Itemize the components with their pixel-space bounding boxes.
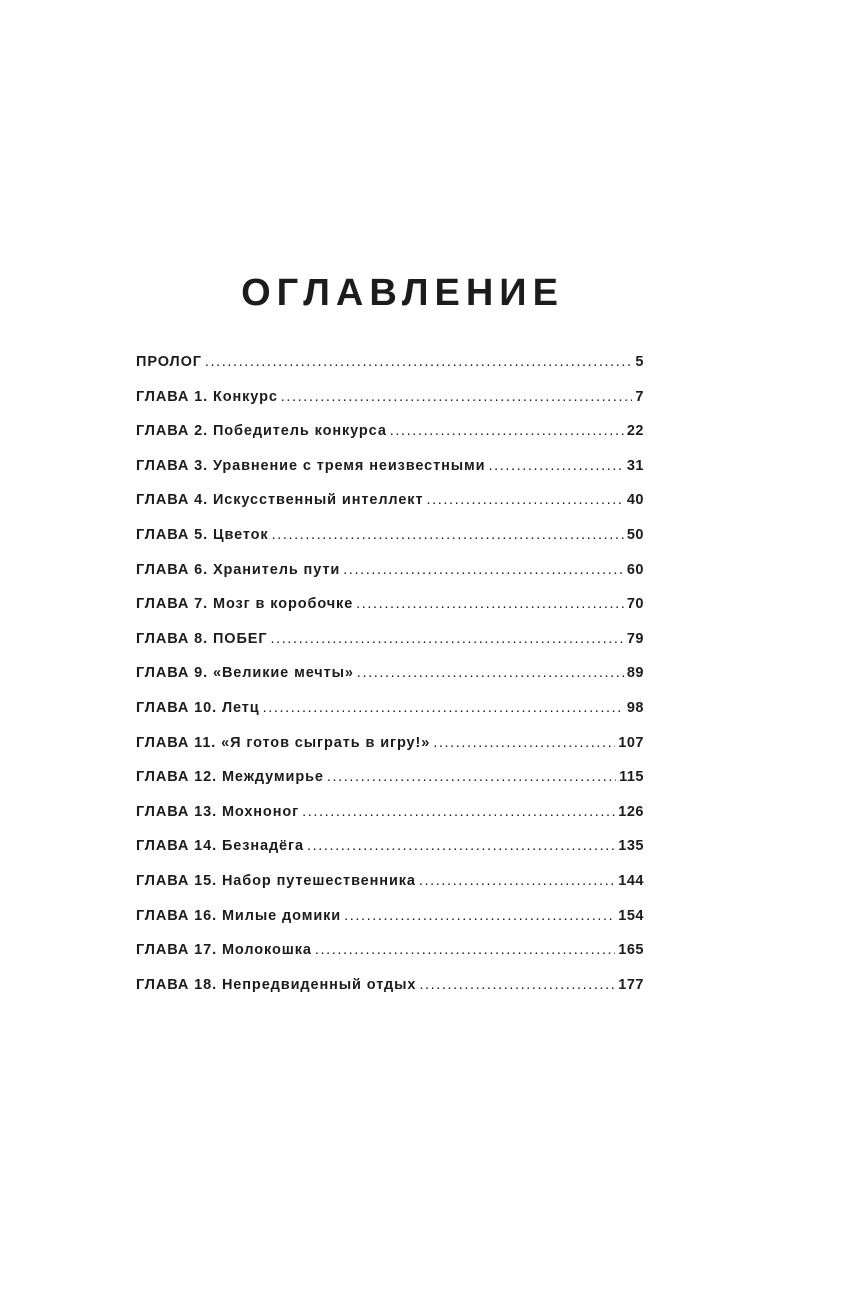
toc-entry-page-number: 154 xyxy=(618,907,644,924)
dot-leader xyxy=(302,804,615,820)
toc-entry-label: ГЛАВА 9. «Великие мечты» xyxy=(136,665,354,682)
toc-entry-page-number: 144 xyxy=(618,872,644,889)
toc-entry-page-number: 135 xyxy=(618,838,644,855)
toc-entry-page-number: 22 xyxy=(626,423,644,440)
toc-entry-chapter-2[interactable] xyxy=(136,423,644,458)
toc-entry-label: ГЛАВА 10. Летц xyxy=(136,699,260,716)
toc-entry-page-number: 70 xyxy=(626,596,644,613)
toc-entry-page-number: 107 xyxy=(618,734,644,751)
toc-entry-page-number: 98 xyxy=(626,699,644,716)
toc-entry-chapter-15[interactable] xyxy=(136,873,644,908)
dot-leader xyxy=(356,596,624,612)
toc-entry-chapter-6[interactable] xyxy=(136,562,644,597)
toc-entry-chapter-5[interactable] xyxy=(136,527,644,562)
page-title: ОГЛАВЛЕНИЕ xyxy=(241,272,564,315)
toc-entry-label: ГЛАВА 12. Междумирье xyxy=(136,769,324,786)
toc-entry-chapter-13[interactable] xyxy=(136,804,644,839)
toc-entry-page-number: 50 xyxy=(626,526,644,543)
toc-entry-chapter-8[interactable] xyxy=(136,631,644,666)
dot-leader xyxy=(390,423,624,439)
dot-leader xyxy=(327,769,616,785)
dot-leader xyxy=(419,873,615,889)
toc-entry-label: ГЛАВА 6. Хранитель пути xyxy=(136,561,341,578)
toc-entry-page-number: 115 xyxy=(619,769,644,786)
toc-entry-label: ГЛАВА 16. Милые домики xyxy=(136,907,342,924)
toc-entry-prologue[interactable] xyxy=(136,354,644,389)
dot-leader xyxy=(271,631,624,647)
table-of-contents xyxy=(136,354,644,1011)
toc-entry-chapter-17[interactable] xyxy=(136,942,644,977)
toc-entry-page-number: 60 xyxy=(626,561,644,578)
dot-leader xyxy=(426,492,623,508)
toc-entry-page-number: 5 xyxy=(635,354,644,370)
toc-entry-chapter-14[interactable] xyxy=(136,838,644,873)
toc-entry-label: ГЛАВА 5. Цветок xyxy=(136,526,269,543)
toc-entry-page-number: 7 xyxy=(635,388,644,405)
toc-entry-chapter-4[interactable] xyxy=(136,492,644,527)
toc-entry-chapter-1[interactable] xyxy=(136,389,644,424)
toc-entry-label: ГЛАВА 2. Победитель конкурса xyxy=(136,423,387,440)
toc-entry-label: ГЛАВА 11. «Я готов сыграть в игру!» xyxy=(136,734,431,751)
toc-entry-label: ГЛАВА 18. Непредвиденный отдых xyxy=(136,976,417,993)
toc-entry-label: ГЛАВА 17. Молокошка xyxy=(136,942,312,959)
dot-leader xyxy=(263,700,624,716)
toc-entry-label: ГЛАВА 15. Набор путешественника xyxy=(136,872,416,889)
toc-entry-page-number: 126 xyxy=(618,803,644,820)
toc-entry-chapter-10[interactable] xyxy=(136,700,644,735)
dot-leader xyxy=(307,838,615,854)
toc-entry-chapter-3[interactable] xyxy=(136,458,644,493)
toc-entry-chapter-12[interactable] xyxy=(136,769,644,804)
toc-entry-label: ГЛАВА 7. Мозг в коробочке xyxy=(136,596,354,613)
toc-entry-chapter-9[interactable] xyxy=(136,665,644,700)
toc-entry-page-number: 165 xyxy=(618,942,644,959)
dot-leader xyxy=(315,942,615,958)
dot-leader xyxy=(489,458,624,474)
toc-entry-chapter-11[interactable] xyxy=(136,735,644,770)
toc-entry-label: ГЛАВА 14. Безнадёга xyxy=(136,838,304,855)
toc-entry-chapter-7[interactable] xyxy=(136,596,644,631)
toc-entry-page-number: 177 xyxy=(618,976,644,993)
toc-entry-page-number: 79 xyxy=(626,630,644,647)
dot-leader xyxy=(272,527,624,543)
dot-leader xyxy=(281,389,633,405)
toc-entry-label: ГЛАВА 3. Уравнение с тремя неизвестными xyxy=(136,457,486,474)
toc-entry-label: ГЛАВА 13. Мохноног xyxy=(136,803,300,820)
dot-leader xyxy=(419,977,615,993)
toc-entry-chapter-16[interactable] xyxy=(136,908,644,943)
toc-entry-chapter-18[interactable] xyxy=(136,977,644,1012)
toc-entry-page-number: 40 xyxy=(626,492,644,509)
toc-entry-page-number: 31 xyxy=(626,457,644,474)
dot-leader xyxy=(433,735,615,751)
toc-entry-page-number: 89 xyxy=(626,665,644,682)
toc-entry-label: ГЛАВА 1. Конкурс xyxy=(136,388,278,405)
toc-entry-label: ГЛАВА 8. ПОБЕГ xyxy=(136,630,268,647)
dot-leader xyxy=(205,354,633,370)
toc-entry-label: ГЛАВА 4. Искусственный интеллект xyxy=(136,492,424,509)
dot-leader xyxy=(357,665,624,681)
dot-leader xyxy=(344,908,615,924)
dot-leader xyxy=(343,562,624,578)
toc-entry-label: ПРОЛОГ xyxy=(136,354,202,370)
